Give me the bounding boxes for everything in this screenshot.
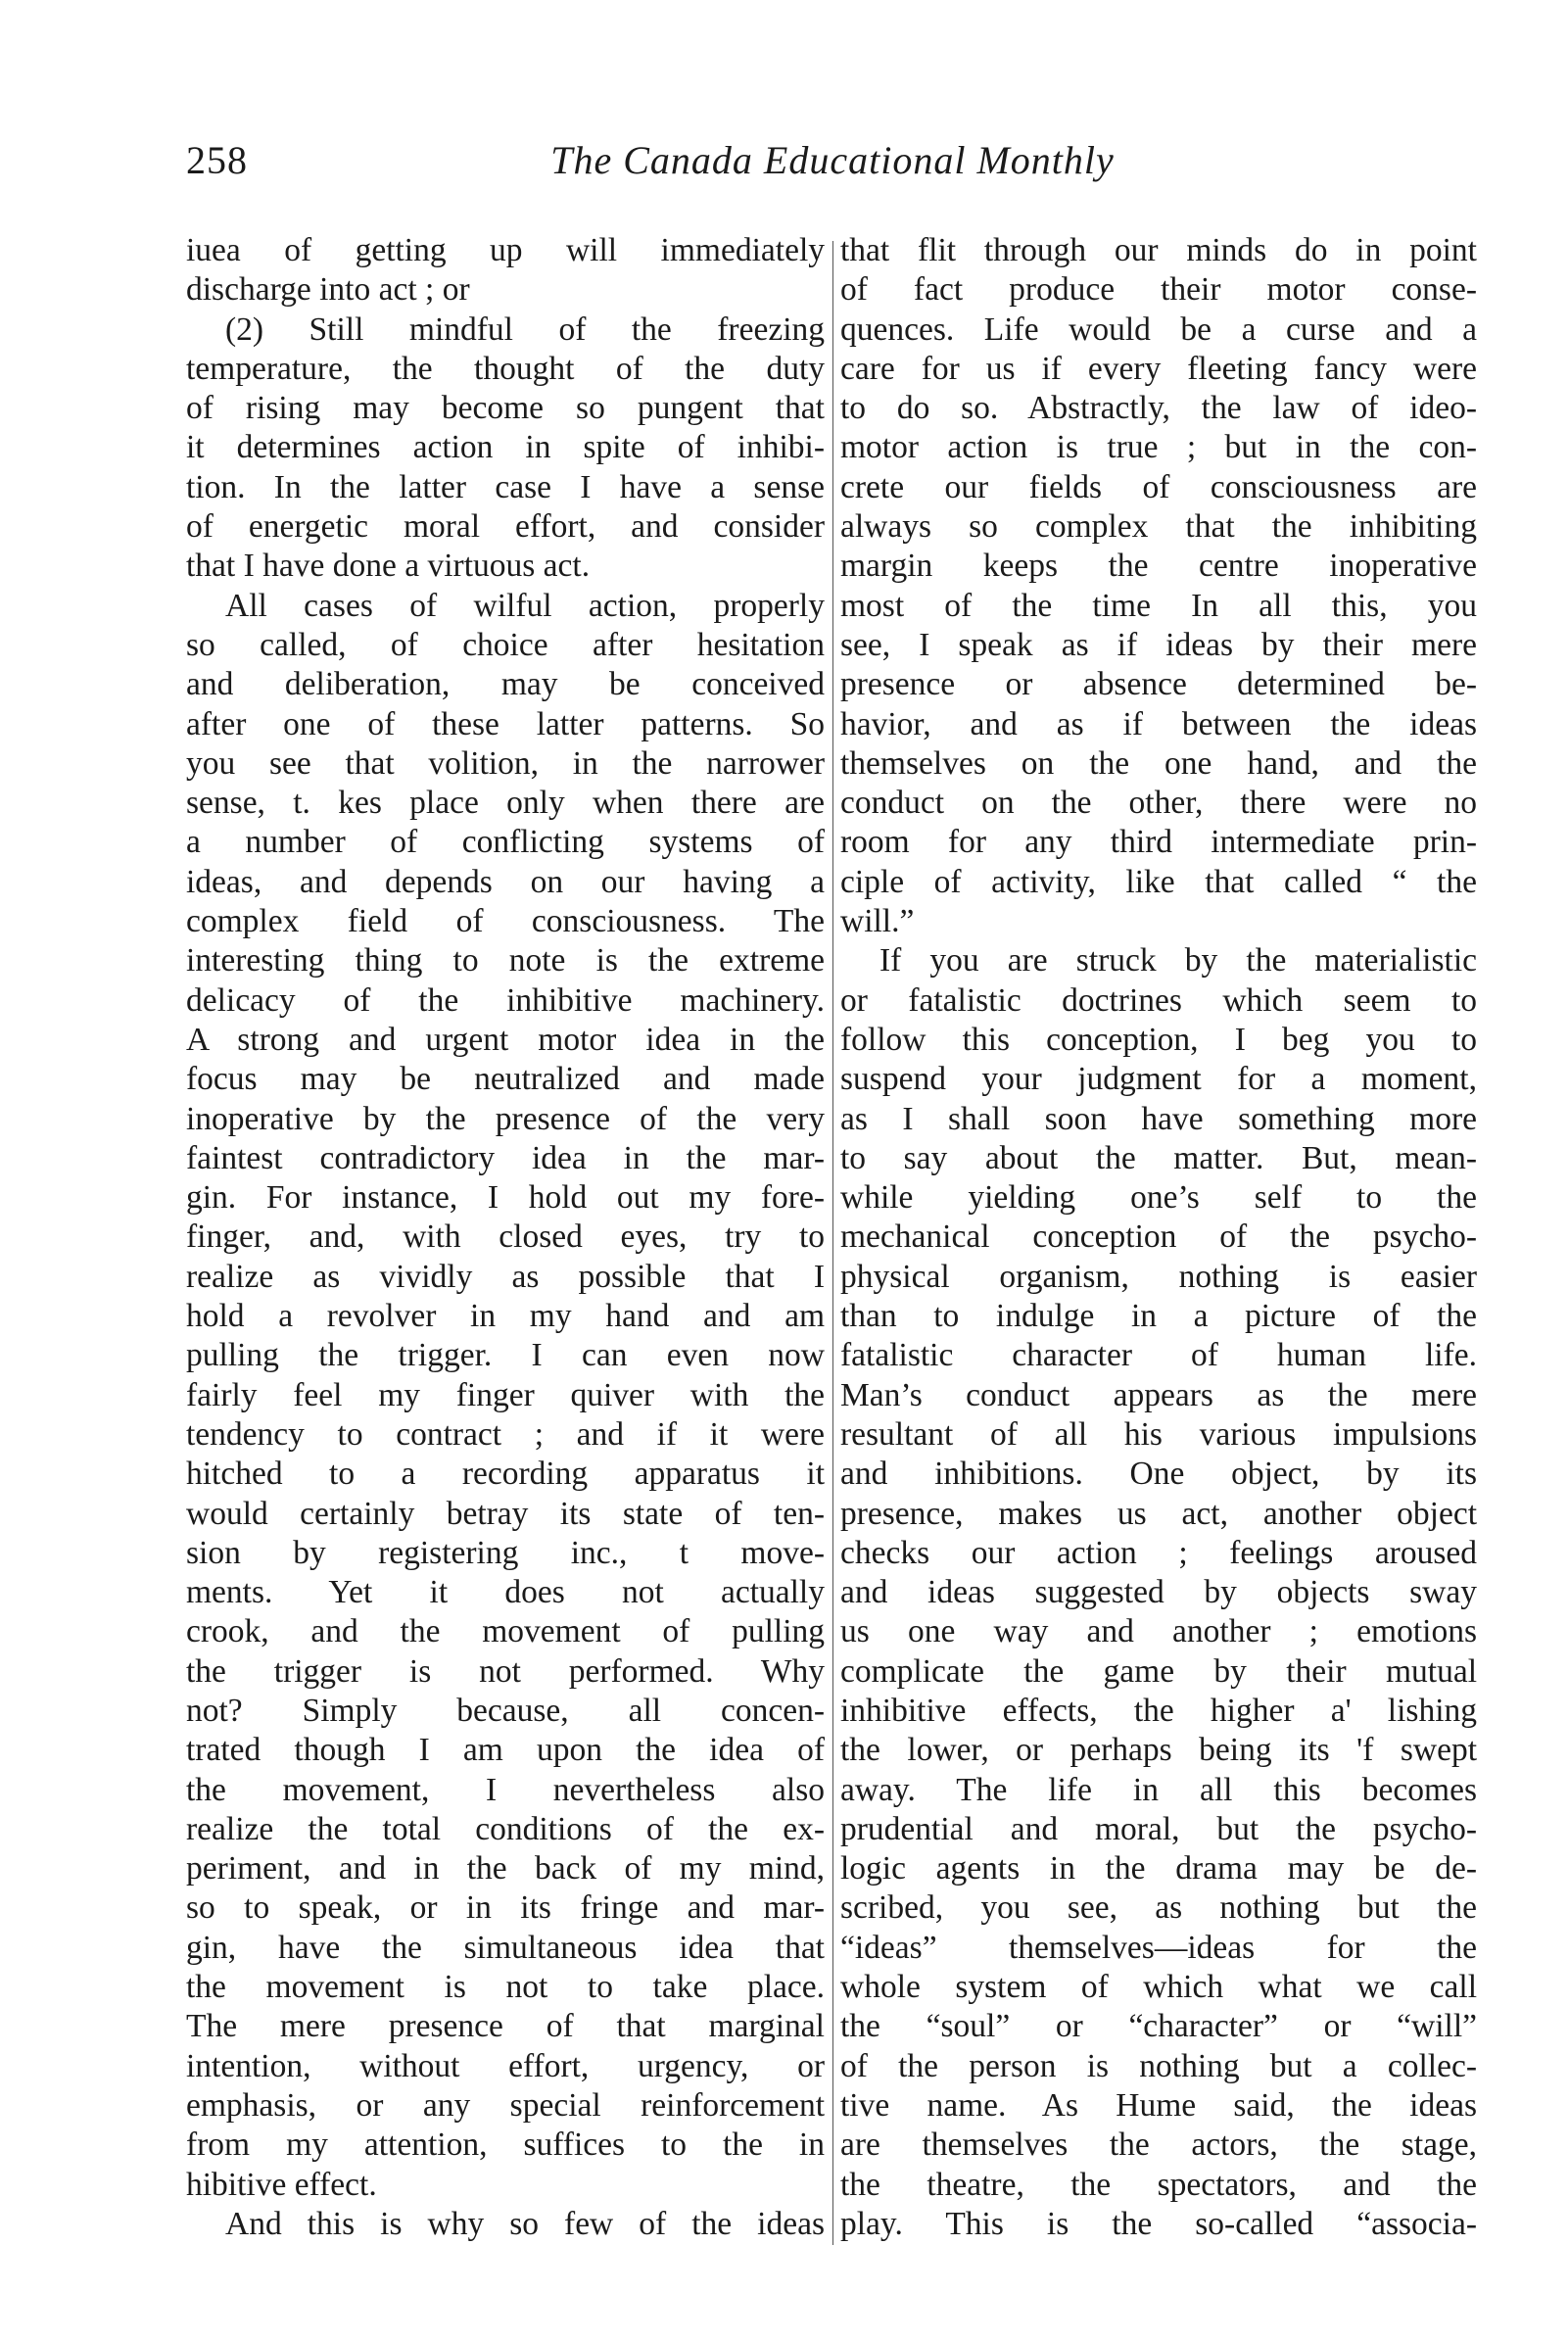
text-line: fatalistic character of human life. [840,1337,1477,1374]
text-line: of rising may become so pungent that [186,390,825,427]
text-line: If you are struck by the materialistic [879,942,1477,979]
text-line: periment, and in the back of my mind, [186,1850,825,1887]
text-line: temperature, the thought of the duty [186,350,825,387]
text-line: and ideas suggested by objects sway [840,1574,1477,1611]
text-line: are themselves the actors, the stage, [840,2126,1477,2164]
text-line: hibitive effect. [186,2166,377,2203]
text-line: suspend your judgment for a moment, [840,1061,1477,1098]
text-line: from my attention, suffices to the in [186,2126,825,2164]
text-line: quences. Life would be a curse and a [840,311,1477,348]
text-line: margin keeps the centre inoperative [840,548,1477,585]
text-line: ments. Yet it does not actually [186,1574,825,1611]
text-line: (2) Still mindful of the freezing [225,311,825,348]
text-line: the trigger is not performed. Why [186,1652,825,1690]
text-line: so to speak, or in its fringe and mar- [186,1889,825,1927]
text-line: room for any third intermediate prin- [840,824,1477,861]
text-line: care for us if every fleeting fancy were [840,350,1477,387]
text-line: logic agents in the drama may be de- [840,1850,1477,1887]
page-header [186,137,1479,196]
text-line: resultant of all his various impulsions [840,1415,1477,1453]
text-line: to do so. Abstractly, the law of ideo- [840,390,1477,427]
column-divider [832,241,833,2245]
text-line: A strong and urgent motor idea in the [186,1021,825,1058]
text-line: realize as vividly as possible that I [186,1258,825,1295]
text-line: the movement is not to take place. [186,1969,825,2006]
text-line: the “soul” or “character” or “will” [840,2008,1477,2045]
text-line: of the person is nothing but a collec- [840,2047,1477,2084]
text-line: conduct on the other, there were no [840,785,1477,822]
running-title: The Canada Educational Monthly [550,138,1115,182]
text-line: ciple of activity, like that called “ the [840,863,1477,900]
text-line: would certainly betray its state of ten- [186,1495,825,1532]
text-line: focus may be neutralized and made [186,1061,825,1098]
text-line: delicacy of the inhibitive machinery. [186,981,825,1019]
text-line: emphasis, or any special reinforcement [186,2086,825,2124]
text-line: whole system of which what we call [840,1969,1477,2006]
text-line: gin, have the simultaneous idea that [186,1929,825,1966]
text-line: you see that volition, in the narrower [186,744,825,782]
text-line: themselves on the one hand, and the [840,744,1477,782]
text-line: and inhibitions. One object, by its [840,1456,1477,1493]
text-line: inhibitive effects, the higher a' lishing [840,1692,1477,1729]
text-line: see, I speak as if ideas by their mere [840,626,1477,663]
text-line: inoperative by the presence of the very [186,1100,825,1137]
text-line: always so complex that the inhibiting [840,508,1477,546]
text-line: sense, t. kes place only when there are [186,785,825,822]
text-line: after one of these latter patterns. So [186,705,825,742]
text-line: as I shall soon have something more [840,1100,1477,1137]
text-line: mechanical conception of the psycho- [840,1218,1477,1256]
right-text-column [840,231,1477,2244]
text-line: finger, and, with closed eyes, try to [186,1218,825,1256]
text-line: And this is why so few of the ideas [225,2205,825,2242]
text-line: will.” [840,903,915,940]
text-line: tendency to contract ; and if it were [186,1415,825,1453]
text-line: Man’s conduct appears as the mere [840,1376,1477,1413]
text-line: that I have done a virtuous act. [186,548,591,585]
text-line: presence or absence determined be- [840,666,1477,703]
text-line: gin. For instance, I hold out my fore- [186,1179,825,1217]
text-line: havior, and as if between the ideas [840,705,1477,742]
text-line: a number of conflicting systems of [186,824,825,861]
text-line: ideas, and depends on our having a [186,863,825,900]
text-line: The mere presence of that marginal [186,2008,825,2045]
text-line: realize the total conditions of the ex- [186,1810,825,1847]
text-line: pulling the trigger. I can even now [186,1337,825,1374]
text-line: complex field of consciousness. The [186,903,825,940]
text-line: tive name. As Hume said, the ideas [840,2086,1477,2124]
text-line: presence, makes us act, another object [840,1495,1477,1532]
text-line: hold a revolver in my hand and am [186,1298,825,1335]
text-line: physical organism, nothing is easier [840,1258,1477,1295]
text-line: interesting thing to note is the extreme [186,942,825,979]
text-line: iuea of getting up will immediately [186,232,825,268]
text-line: that flit through our minds do in point [840,232,1477,268]
text-line: of fact produce their motor conse- [840,271,1477,309]
text-line: discharge into act ; or [186,271,470,309]
text-line: us one way and another ; emotions [840,1613,1477,1650]
text-line: not? Simply because, all concen- [186,1692,825,1729]
text-line: the theatre, the spectators, and the [840,2166,1477,2203]
text-line: motor action is true ; but in the con- [840,429,1477,466]
page-number: 258 [186,138,248,182]
text-line: crook, and the movement of pulling [186,1613,825,1650]
text-line: and deliberation, may be conceived [186,666,825,703]
text-line: crete our fields of consciousness are [840,468,1477,505]
text-line: trated though I am upon the idea of [186,1732,825,1769]
text-line: away. The life in all this becomes [840,1771,1477,1808]
text-line: the movement, I nevertheless also [186,1771,825,1808]
text-line: scribed, you see, as nothing but the [840,1889,1477,1927]
text-line: than to indulge in a picture of the [840,1298,1477,1335]
text-line: intention, without effort, urgency, or [186,2047,825,2084]
text-line: All cases of wilful action, properly [225,587,825,624]
text-line: faintest contradictory idea in the mar- [186,1139,825,1176]
text-line: to say about the matter. But, mean- [840,1139,1477,1176]
text-line: tion. In the latter case I have a sense [186,468,825,505]
text-line: while yielding one’s self to the [840,1179,1477,1217]
text-line: the lower, or perhaps being its 'f swept [840,1732,1477,1769]
text-line: most of the time In all this, you [840,587,1477,624]
text-line: sion by registering inc., t move- [186,1534,825,1571]
text-line: so called, of choice after hesitation [186,626,825,663]
text-line: it determines action in spite of inhibi- [186,429,825,466]
text-line: “ideas” themselves—ideas for the [840,1929,1477,1966]
text-line: of energetic moral effort, and consider [186,508,825,546]
text-line: checks our action ; feelings aroused [840,1534,1477,1571]
text-line: follow this conception, I beg you to [840,1021,1477,1058]
text-line: play. This is the so-called “associa- [840,2205,1477,2242]
text-line: hitched to a recording apparatus it [186,1456,825,1493]
left-text-column [186,231,825,2244]
text-line: or fatalistic doctrines which seem to [840,981,1477,1019]
text-line: prudential and moral, but the psycho- [840,1810,1477,1847]
text-line: complicate the game by their mutual [840,1652,1477,1690]
text-line: fairly feel my finger quiver with the [186,1376,825,1413]
